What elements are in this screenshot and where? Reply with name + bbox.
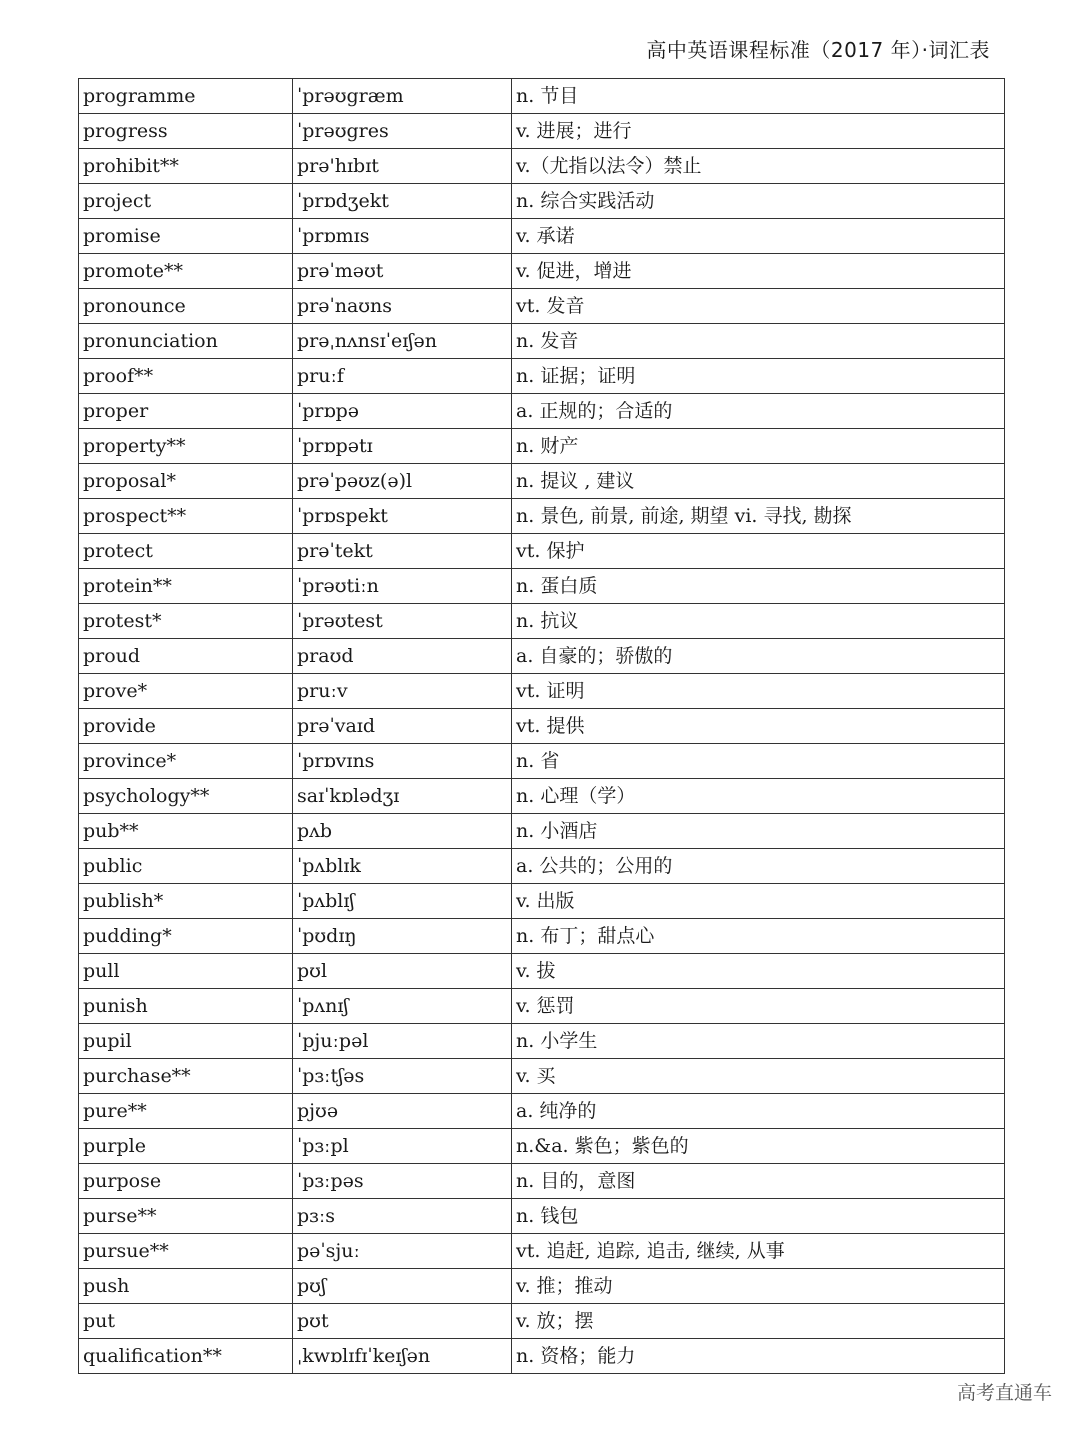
definition-cell: n. 资格；能力 bbox=[512, 1339, 1005, 1374]
table-row bbox=[79, 849, 1005, 884]
definition-cell: v. 拔 bbox=[512, 954, 1005, 989]
definition-cell: vt. 提供 bbox=[512, 709, 1005, 744]
phonetic-cell: ˌkwɒlɪfɪˈkeɪʃən bbox=[293, 1339, 512, 1374]
word-cell: proposal* bbox=[79, 464, 293, 499]
table-row bbox=[79, 1059, 1005, 1094]
table-row bbox=[79, 394, 1005, 429]
definition-cell: n. 节目 bbox=[512, 79, 1005, 114]
word-cell: promise bbox=[79, 219, 293, 254]
phonetic-cell: pruːf bbox=[293, 359, 512, 394]
watermark: 高考直通车 bbox=[956, 1382, 1052, 1404]
word-cell: protest* bbox=[79, 604, 293, 639]
phonetic-cell: prəˌnʌnsɪˈeɪʃən bbox=[293, 324, 512, 359]
table-row bbox=[79, 1199, 1005, 1234]
word-cell: publish* bbox=[79, 884, 293, 919]
definition-cell: v. 进展；进行 bbox=[512, 114, 1005, 149]
table-row bbox=[79, 289, 1005, 324]
definition-cell: v. 承诺 bbox=[512, 219, 1005, 254]
word-cell: pudding* bbox=[79, 919, 293, 954]
table-row bbox=[79, 639, 1005, 674]
word-cell: pursue** bbox=[79, 1234, 293, 1269]
phonetic-cell: ˈprɒvɪns bbox=[293, 744, 512, 779]
definition-cell: n. 景色, 前景, 前途, 期望 vi. 寻找, 勘探 bbox=[512, 499, 1005, 534]
definition-cell: n. 证据；证明 bbox=[512, 359, 1005, 394]
word-cell: punish bbox=[79, 989, 293, 1024]
definition-cell: n. 心理（学） bbox=[512, 779, 1005, 814]
table-row bbox=[79, 989, 1005, 1024]
table-row bbox=[79, 534, 1005, 569]
table-row bbox=[79, 709, 1005, 744]
phonetic-cell: ˈpʌblɪk bbox=[293, 849, 512, 884]
definition-cell: n. 抗议 bbox=[512, 604, 1005, 639]
phonetic-cell: prəˈnaʊns bbox=[293, 289, 512, 324]
phonetic-cell: ˈprəʊgres bbox=[293, 114, 512, 149]
phonetic-cell: ˈprɒpə bbox=[293, 394, 512, 429]
word-cell: pronounce bbox=[79, 289, 293, 324]
table-row bbox=[79, 79, 1005, 114]
definition-cell: v. 促进，增进 bbox=[512, 254, 1005, 289]
phonetic-cell: prəˈməʊt bbox=[293, 254, 512, 289]
word-cell: proof** bbox=[79, 359, 293, 394]
phonetic-cell: ˈpɜːpl bbox=[293, 1129, 512, 1164]
table-row bbox=[79, 1234, 1005, 1269]
definition-cell: n. 钱包 bbox=[512, 1199, 1005, 1234]
definition-cell: n.&a. 紫色；紫色的 bbox=[512, 1129, 1005, 1164]
phonetic-cell: pəˈsjuː bbox=[293, 1234, 512, 1269]
word-cell: province* bbox=[79, 744, 293, 779]
word-cell: proper bbox=[79, 394, 293, 429]
definition-cell: v. 惩罚 bbox=[512, 989, 1005, 1024]
phonetic-cell: pʊt bbox=[293, 1304, 512, 1339]
definition-cell: a. 纯净的 bbox=[512, 1094, 1005, 1129]
word-cell: push bbox=[79, 1269, 293, 1304]
table-row bbox=[79, 954, 1005, 989]
word-cell: promote** bbox=[79, 254, 293, 289]
table-row bbox=[79, 604, 1005, 639]
table-row bbox=[79, 149, 1005, 184]
phonetic-cell: ˈprɒdʒekt bbox=[293, 184, 512, 219]
phonetic-cell: prə'hɪbɪt bbox=[293, 149, 512, 184]
phonetic-cell: ˈpɜːtʃəs bbox=[293, 1059, 512, 1094]
definition-cell: a. 公共的；公用的 bbox=[512, 849, 1005, 884]
phonetic-cell: praʊd bbox=[293, 639, 512, 674]
word-cell: proud bbox=[79, 639, 293, 674]
definition-cell: n. 提议 , 建议 bbox=[512, 464, 1005, 499]
table-row bbox=[79, 219, 1005, 254]
vocabulary-table-body bbox=[79, 79, 1005, 1374]
table-row bbox=[79, 569, 1005, 604]
phonetic-cell: prəˈvaɪd bbox=[293, 709, 512, 744]
phonetic-cell: saɪˈkɒlədʒɪ bbox=[293, 779, 512, 814]
word-cell: pupil bbox=[79, 1024, 293, 1059]
phonetic-cell: pruːv bbox=[293, 674, 512, 709]
table-row bbox=[79, 254, 1005, 289]
definition-cell: n. 目的，意图 bbox=[512, 1164, 1005, 1199]
word-cell: provide bbox=[79, 709, 293, 744]
definition-cell: v.（尤指以法令）禁止 bbox=[512, 149, 1005, 184]
definition-cell: v. 买 bbox=[512, 1059, 1005, 1094]
table-row bbox=[79, 1269, 1005, 1304]
word-cell: psychology** bbox=[79, 779, 293, 814]
definition-cell: a. 自豪的；骄傲的 bbox=[512, 639, 1005, 674]
definition-cell: vt. 保护 bbox=[512, 534, 1005, 569]
word-cell: purse** bbox=[79, 1199, 293, 1234]
word-cell: purchase** bbox=[79, 1059, 293, 1094]
definition-cell: n. 布丁；甜点心 bbox=[512, 919, 1005, 954]
table-row bbox=[79, 779, 1005, 814]
definition-cell: v. 放；摆 bbox=[512, 1304, 1005, 1339]
definition-cell: n. 综合实践活动 bbox=[512, 184, 1005, 219]
phonetic-cell: prəˈpəʊz(ə)l bbox=[293, 464, 512, 499]
definition-cell: vt. 证明 bbox=[512, 674, 1005, 709]
word-cell: purple bbox=[79, 1129, 293, 1164]
phonetic-cell: ˈprəʊgræm bbox=[293, 79, 512, 114]
page-title: 高中英语课程标准（2017 年）·词汇表 bbox=[646, 38, 990, 62]
word-cell: purpose bbox=[79, 1164, 293, 1199]
table-row bbox=[79, 114, 1005, 149]
definition-cell: n. 蛋白质 bbox=[512, 569, 1005, 604]
definition-cell: vt. 追赶, 追踪, 追击, 继续, 从事 bbox=[512, 1234, 1005, 1269]
table-row bbox=[79, 464, 1005, 499]
definition-cell: n. 小学生 bbox=[512, 1024, 1005, 1059]
definition-cell: n. 财产 bbox=[512, 429, 1005, 464]
table-row bbox=[79, 884, 1005, 919]
phonetic-cell: ˈpʌblɪʃ bbox=[293, 884, 512, 919]
phonetic-cell: ˈpɜːpəs bbox=[293, 1164, 512, 1199]
phonetic-cell: ˈprɒmɪs bbox=[293, 219, 512, 254]
word-cell: qualification** bbox=[79, 1339, 293, 1374]
definition-cell: n. 小酒店 bbox=[512, 814, 1005, 849]
phonetic-cell: ˈpʌnɪʃ bbox=[293, 989, 512, 1024]
phonetic-cell: pʊʃ bbox=[293, 1269, 512, 1304]
table-row bbox=[79, 814, 1005, 849]
phonetic-cell: ˈprɒspekt bbox=[293, 499, 512, 534]
word-cell: prohibit** bbox=[79, 149, 293, 184]
phonetic-cell: pʌb bbox=[293, 814, 512, 849]
definition-cell: a. 正规的；合适的 bbox=[512, 394, 1005, 429]
table-row bbox=[79, 744, 1005, 779]
word-cell: programme bbox=[79, 79, 293, 114]
vocabulary-table bbox=[78, 78, 1005, 1374]
table-row bbox=[79, 1094, 1005, 1129]
table-row bbox=[79, 1164, 1005, 1199]
table-row bbox=[79, 499, 1005, 534]
table-row bbox=[79, 1339, 1005, 1374]
word-cell: pub** bbox=[79, 814, 293, 849]
table-row bbox=[79, 674, 1005, 709]
word-cell: progress bbox=[79, 114, 293, 149]
phonetic-cell: pjʊə bbox=[293, 1094, 512, 1129]
phonetic-cell: ˈprəʊtest bbox=[293, 604, 512, 639]
phonetic-cell: prəˈtekt bbox=[293, 534, 512, 569]
phonetic-cell: ˈprəʊtiːn bbox=[293, 569, 512, 604]
table-row bbox=[79, 919, 1005, 954]
word-cell: public bbox=[79, 849, 293, 884]
table-row bbox=[79, 429, 1005, 464]
word-cell: put bbox=[79, 1304, 293, 1339]
phonetic-cell: ˈpʊdɪŋ bbox=[293, 919, 512, 954]
word-cell: pull bbox=[79, 954, 293, 989]
table-row bbox=[79, 1129, 1005, 1164]
phonetic-cell: pʊl bbox=[293, 954, 512, 989]
table-row bbox=[79, 1304, 1005, 1339]
table-row bbox=[79, 1024, 1005, 1059]
table-row bbox=[79, 359, 1005, 394]
word-cell: prove* bbox=[79, 674, 293, 709]
word-cell: property** bbox=[79, 429, 293, 464]
definition-cell: v. 出版 bbox=[512, 884, 1005, 919]
word-cell: protect bbox=[79, 534, 293, 569]
phonetic-cell: ˈprɒpətɪ bbox=[293, 429, 512, 464]
word-cell: protein** bbox=[79, 569, 293, 604]
definition-cell: v. 推；推动 bbox=[512, 1269, 1005, 1304]
phonetic-cell: ˈpjuːpəl bbox=[293, 1024, 512, 1059]
word-cell: project bbox=[79, 184, 293, 219]
word-cell: pure** bbox=[79, 1094, 293, 1129]
table-row bbox=[79, 184, 1005, 219]
phonetic-cell: pɜːs bbox=[293, 1199, 512, 1234]
table-row bbox=[79, 324, 1005, 359]
definition-cell: vt. 发音 bbox=[512, 289, 1005, 324]
word-cell: prospect** bbox=[79, 499, 293, 534]
word-cell: pronunciation bbox=[79, 324, 293, 359]
definition-cell: n. 发音 bbox=[512, 324, 1005, 359]
definition-cell: n. 省 bbox=[512, 744, 1005, 779]
